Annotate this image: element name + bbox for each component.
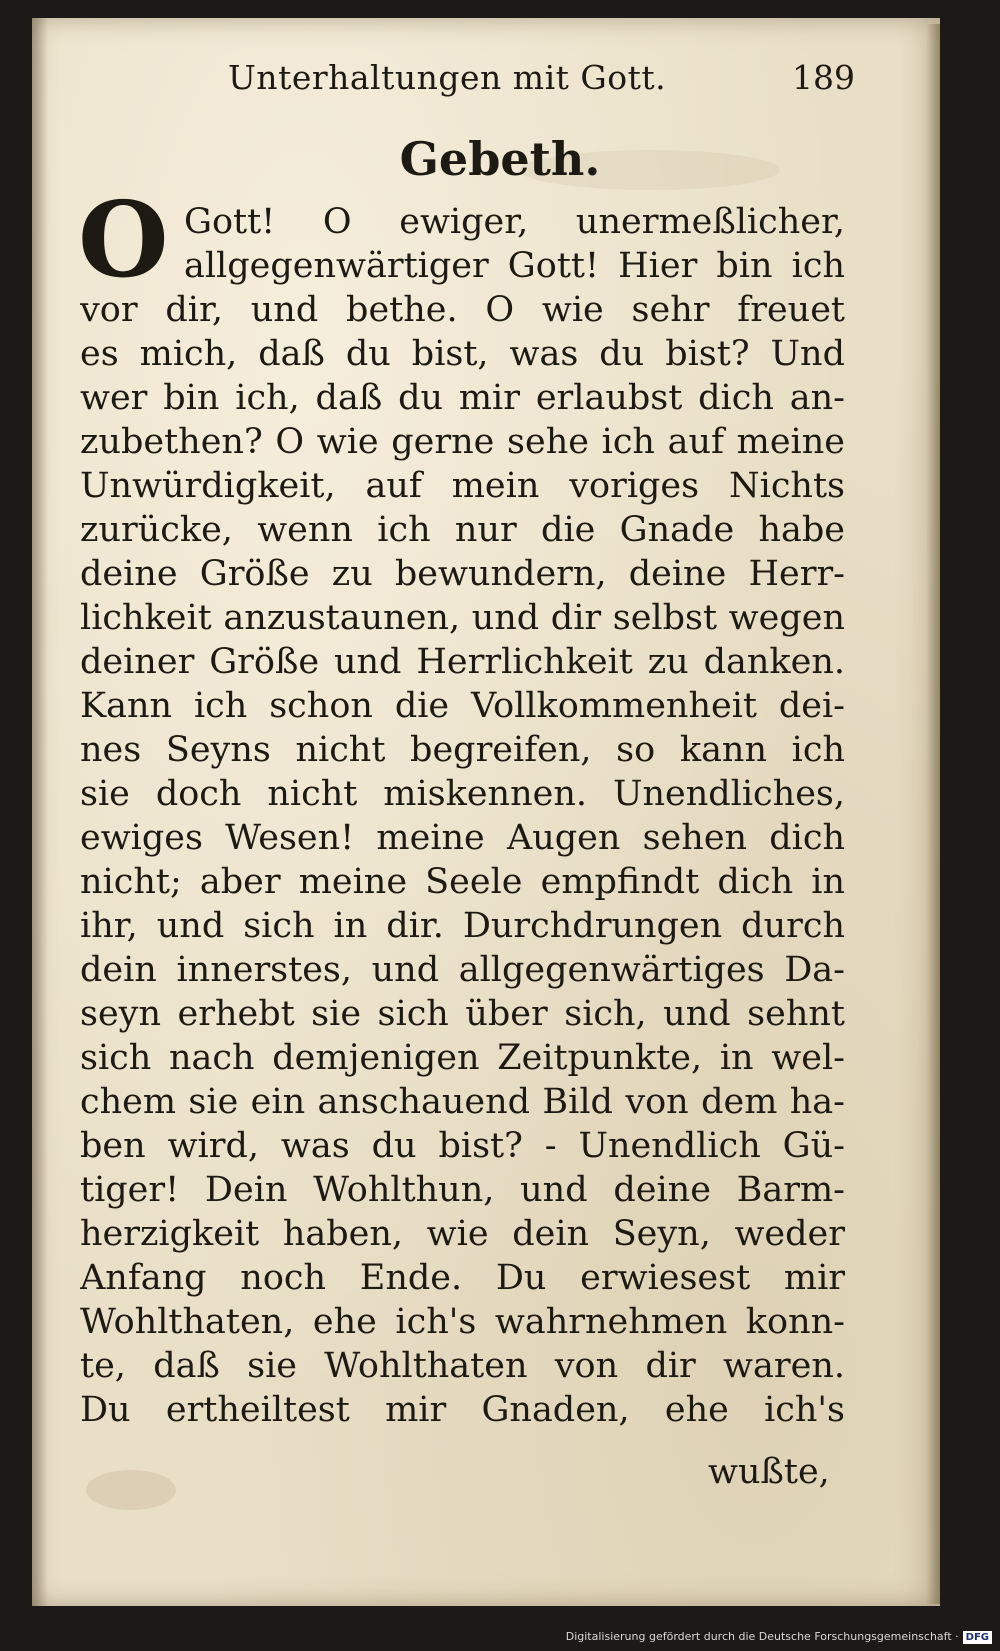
- text-line: zurücke, wenn ich nur die Gnade habe: [80, 510, 845, 550]
- dfg-logo: DFG: [963, 1631, 992, 1644]
- text-line: es mich, daß du bist, was du bist? Und: [80, 334, 845, 374]
- text-line: Anfang noch Ende. Du erwiesest mir: [80, 1258, 845, 1298]
- text-line: ihr, und sich in dir. Durchdrungen durch: [80, 906, 845, 946]
- section-heading: Gebeth.: [399, 132, 601, 186]
- spine-shadow: [32, 18, 48, 1606]
- text-line: tiger! Dein Wohlthun, und deine Barm-: [80, 1170, 845, 1210]
- footer-credit: Digitalisierung gefördert durch die Deutsche Forschungsgemeinschaft ·: [565, 1630, 959, 1643]
- paper-stain: [86, 1470, 176, 1510]
- text-line: nicht; aber meine Seele empfindt dich in: [80, 862, 845, 902]
- text-line: sie doch nicht miskennen. Unendliches,: [80, 774, 845, 814]
- text-line: allgegenwärtiger Gott! Hier bin ich: [184, 246, 845, 286]
- text-line: chem sie ein anschauend Bild von dem ha-: [80, 1082, 845, 1122]
- catchword: wußte,: [708, 1452, 830, 1492]
- text-line: seyn erhebt sie sich über sich, und sehnt: [80, 994, 845, 1034]
- digitization-footer: [0, 1630, 992, 1644]
- text-line: zubethen? O wie gerne sehe ich auf meine: [80, 422, 845, 462]
- text-line: Wohlthaten, ehe ich's wahrnehmen konn-: [80, 1302, 845, 1342]
- running-head: Unterhaltungen mit Gott.: [228, 58, 667, 97]
- text-line: sich nach demjenigen Zeitpunkte, in wel-: [80, 1038, 845, 1078]
- drop-cap: O: [78, 178, 169, 301]
- text-line: lichkeit anzustaunen, und dir selbst wegen: [80, 598, 845, 638]
- text-line: herzigkeit haben, wie dein Seyn, weder: [80, 1214, 845, 1254]
- text-line: vor dir, und bethe. O wie sehr freuet: [80, 290, 845, 330]
- page-edge: [926, 24, 940, 1604]
- text-line: ewiges Wesen! meine Augen sehen dich: [80, 818, 845, 858]
- text-line: wer bin ich, daß du mir erlaubst dich an-: [80, 378, 845, 418]
- text-line: te, daß sie Wohlthaten von dir waren.: [80, 1346, 845, 1386]
- text-line: Gott! O ewiger, unermeßlicher,: [184, 202, 845, 242]
- text-line: deine Größe zu bewundern, deine Herr-: [80, 554, 845, 594]
- text-line: dein innerstes, und allgegenwärtiges Da-: [80, 950, 845, 990]
- text-line: deiner Größe und Herrlichkeit zu danken.: [80, 642, 845, 682]
- text-line: Du ertheiltest mir Gnaden, ehe ich's: [80, 1390, 845, 1430]
- text-line: Unwürdigkeit, auf mein voriges Nichts: [80, 466, 845, 506]
- text-line: Kann ich schon die Vollkommenheit dei-: [80, 686, 845, 726]
- page-number: 189: [792, 58, 855, 97]
- text-line: nes Seyns nicht begreifen, so kann ich: [80, 730, 845, 770]
- text-line: ben wird, was du bist? - Unendlich Gü-: [80, 1126, 845, 1166]
